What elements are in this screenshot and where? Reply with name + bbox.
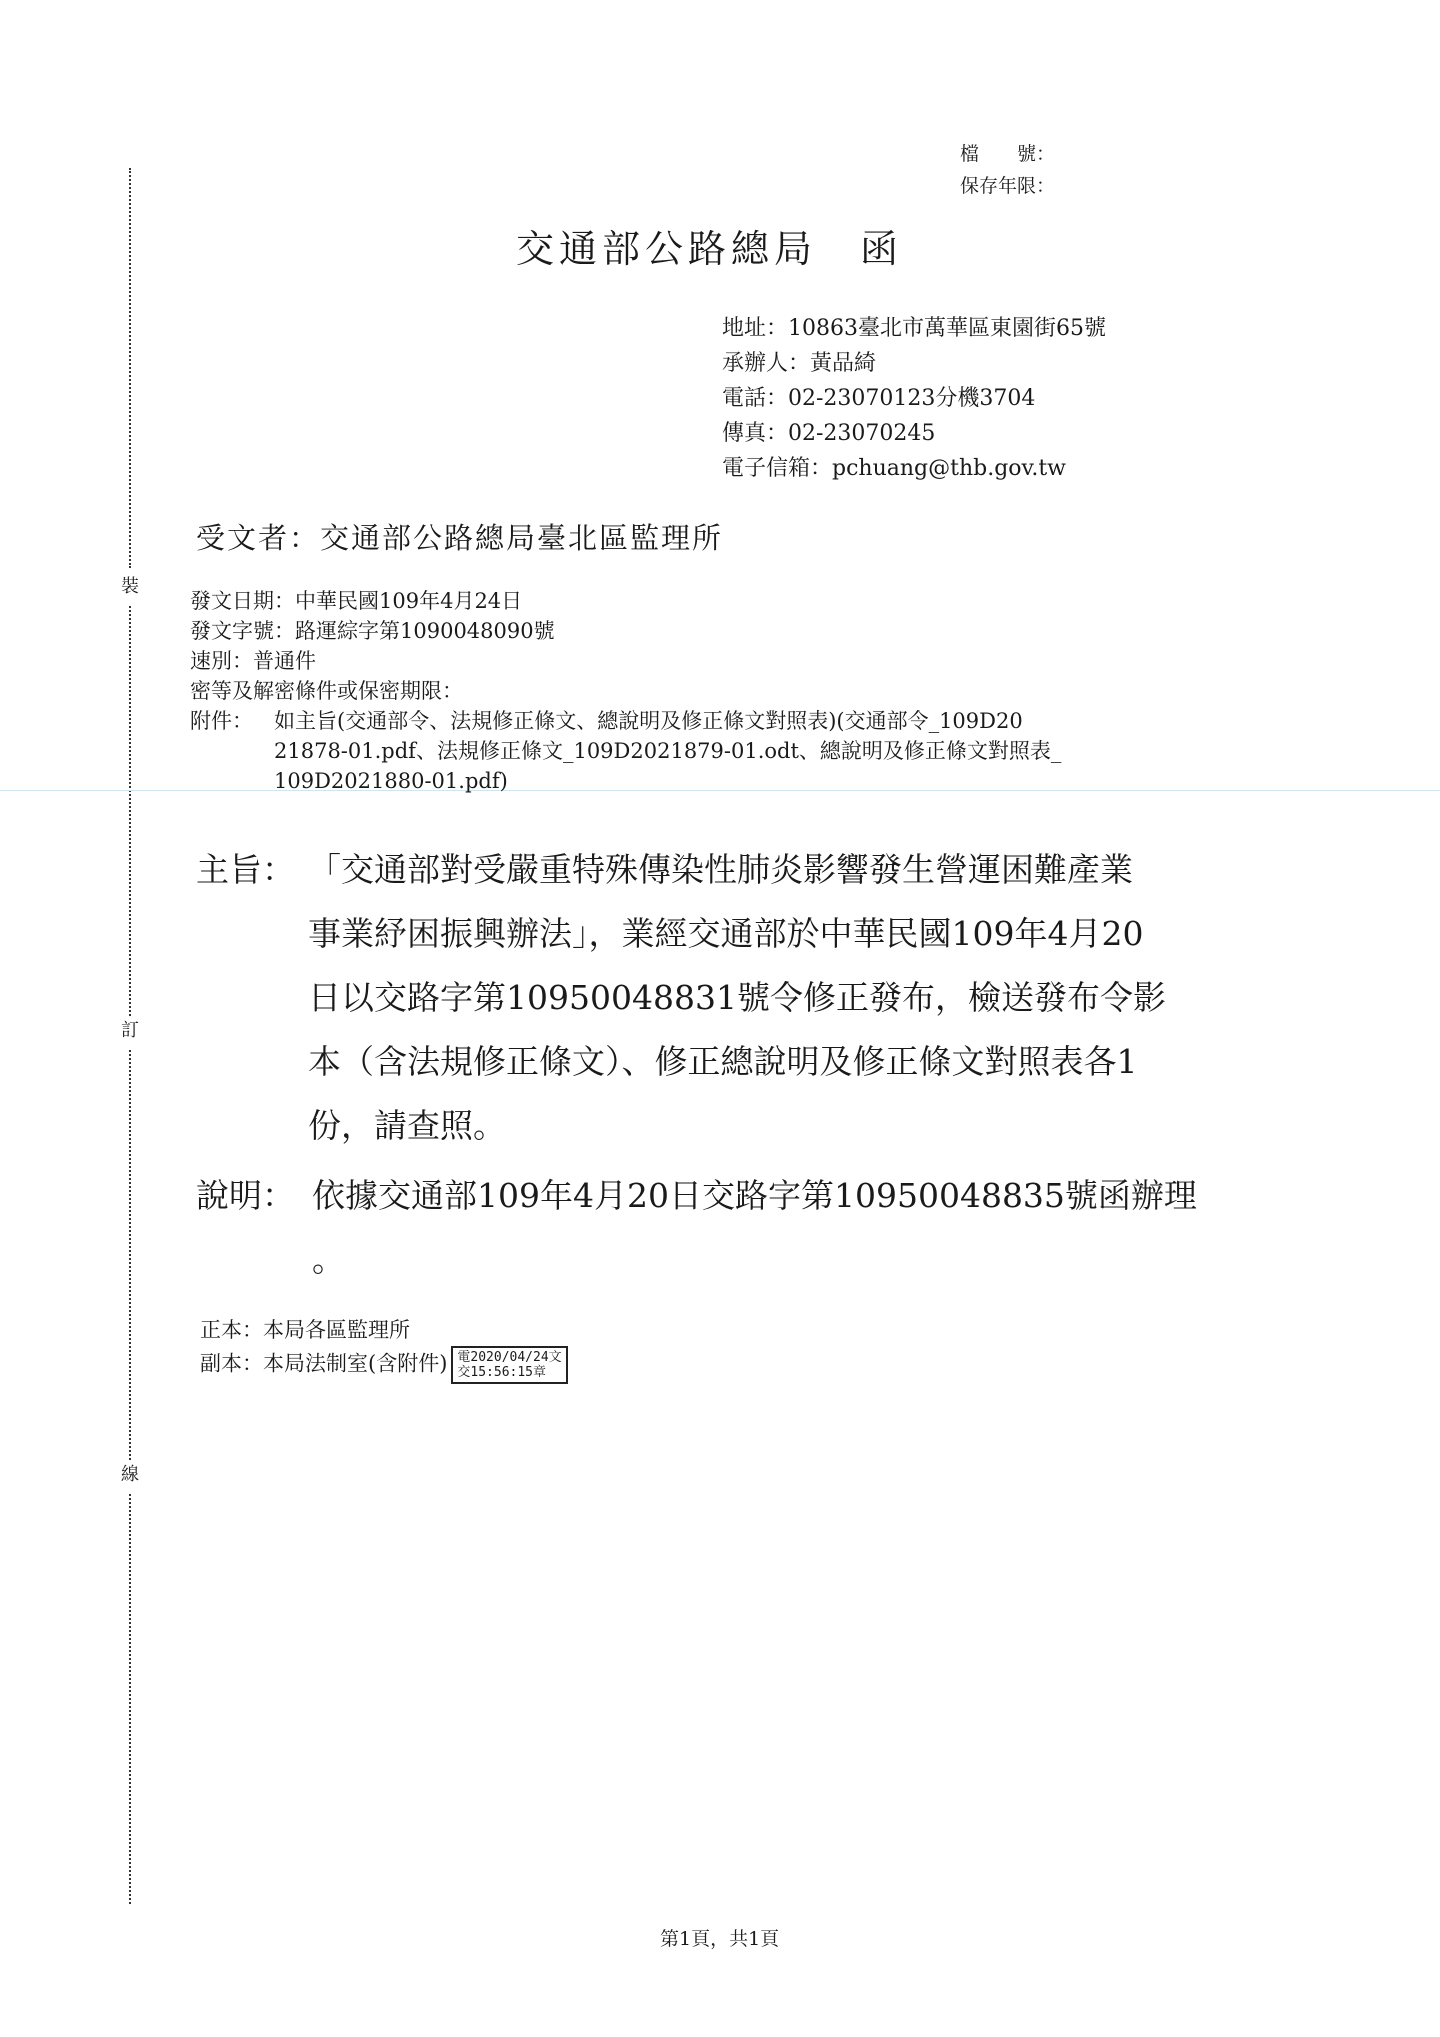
explanation-line: 。 bbox=[312, 1240, 345, 1279]
distribution-copy-row bbox=[200, 1346, 568, 1384]
distribution-copy: 副本：本局法制室(含附件) bbox=[200, 1351, 448, 1376]
binding-mark-ding: 訂 bbox=[121, 1020, 139, 1041]
explanation-text bbox=[312, 1164, 1197, 1292]
subject-line: 日以交路字第10950048831號令修正發布，檢送發布令影 bbox=[308, 978, 1166, 1017]
contact-address: 地址：10863臺北市萬華區東園街65號 bbox=[722, 316, 1106, 341]
distribution-main: 正本：本局各區監理所 bbox=[200, 1318, 410, 1342]
contact-phone: 電話：02-23070123分機3704 bbox=[722, 386, 1036, 411]
issue-date: 發文日期：中華民國109年4月24日 bbox=[190, 589, 523, 613]
speed-category: 速別：普通件 bbox=[190, 649, 316, 673]
subject-label: 主旨： bbox=[196, 850, 295, 889]
binding-dotted-line bbox=[129, 1494, 131, 1904]
explanation-label: 說明： bbox=[196, 1176, 295, 1215]
meta-block bbox=[190, 586, 555, 706]
attachment-list bbox=[274, 706, 1061, 796]
contact-handler: 承辦人：黃品綺 bbox=[722, 351, 877, 376]
binding-dotted-line bbox=[129, 1050, 131, 1460]
recipient: 受文者：交通部公路總局臺北區監理所 bbox=[196, 521, 724, 555]
page-indicator: 第1頁，共1頁 bbox=[660, 1928, 780, 1950]
stamp-line: 交15:56:15章 bbox=[457, 1365, 547, 1380]
explanation-line: 依據交通部109年4月20日交路字第10950048835號函辦理 bbox=[312, 1176, 1197, 1215]
document-number: 發文字號：路運綜字第1090048090號 bbox=[190, 619, 555, 643]
attachment-label: 附件： bbox=[190, 709, 253, 733]
electronic-exchange-stamp bbox=[451, 1346, 567, 1384]
secrecy-level: 密等及解密條件或保密期限： bbox=[190, 679, 463, 703]
retention-label: 保存年限： bbox=[960, 175, 1056, 197]
file-number-label: 檔 號： bbox=[960, 143, 1056, 165]
attachment-line: 109D2021880-01.pdf) bbox=[274, 769, 508, 793]
binding-dotted-line bbox=[129, 168, 131, 568]
contact-email: 電子信箱：pchuang@thb.gov.tw bbox=[722, 456, 1067, 481]
stamp-line: 電2020/04/24文 bbox=[457, 1350, 562, 1365]
subject-line: 份，請查照。 bbox=[308, 1106, 506, 1145]
binding-mark-zhuang: 裝 bbox=[121, 576, 139, 597]
contact-block bbox=[722, 311, 1106, 486]
attachment-line: 21878-01.pdf、法規修正條文_109D2021879-01.odt、總說明及修正條文對照表_ bbox=[274, 739, 1062, 763]
document-title: 交通部公路總局 函 bbox=[516, 227, 904, 271]
subject-text bbox=[308, 838, 1166, 1158]
binding-dotted-line bbox=[129, 606, 131, 1016]
subject-line: 「交通部對受嚴重特殊傳染性肺炎影響發生營運困難產業 bbox=[308, 850, 1133, 889]
archive-info bbox=[960, 138, 1055, 202]
contact-fax: 傳真：02-23070245 bbox=[722, 421, 936, 446]
binding-mark-xian: 線 bbox=[121, 1464, 139, 1485]
subject-line: 事業紓困振興辦法」，業經交通部於中華民國109年4月20 bbox=[308, 914, 1144, 953]
subject-line: 本（含法規修正條文）、修正總說明及修正條文對照表各1 bbox=[308, 1042, 1138, 1081]
attachment-line: 如主旨(交通部令、法規修正條文、總說明及修正條文對照表)(交通部令_109D20 bbox=[274, 709, 1023, 733]
